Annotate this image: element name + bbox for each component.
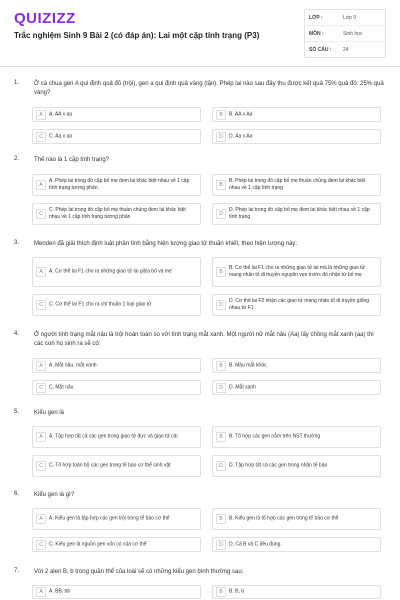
option-d[interactable]	[212, 455, 381, 477]
meta-row-class	[305, 10, 385, 26]
option-text: B. Tổ hợp các gen nằm trên NST thường	[229, 433, 321, 440]
option-text: C. Cơ thể lai F1 cho ra chỉ thuần 1 loại giao tử	[49, 301, 152, 308]
option-c[interactable]	[32, 380, 201, 395]
option-letter: D	[216, 383, 226, 393]
option-letter: C	[36, 461, 46, 471]
option-letter: D	[216, 132, 226, 142]
option-a[interactable]	[32, 585, 201, 599]
option-text: C. Tổ hợp toàn bộ các gen trong tế bào cơ thể sinh vật	[49, 462, 171, 469]
option-text: D. Mắt xanh	[229, 384, 256, 390]
option-letter: C	[36, 540, 46, 550]
option-d[interactable]	[212, 537, 381, 552]
option-d[interactable]	[212, 203, 381, 225]
question-number: 4.	[14, 331, 20, 337]
option-letter: A	[36, 514, 46, 524]
option-text: D. Cả B và C đều đúng.	[229, 541, 282, 547]
option-text: A. BB, bb	[49, 588, 71, 595]
question-number: 2.	[14, 156, 20, 162]
meta-label: MÔN :	[309, 30, 324, 37]
question-number: 7.	[14, 568, 20, 574]
meta-value: Lớp 9	[343, 14, 357, 21]
option-letter: C	[36, 300, 46, 310]
option-letter: D	[216, 461, 226, 471]
option-letter: A	[36, 587, 46, 597]
option-letter: A	[36, 361, 46, 371]
option-c[interactable]	[32, 203, 201, 225]
option-text: A. Kiểu gen là tập hợp các gen trội trong tế bào cơ thể	[49, 515, 170, 522]
option-text: D. Tập hợp tất cả các gen trong nhân tế bào	[229, 462, 328, 469]
option-text: B. AA x Aa	[229, 111, 253, 117]
option-letter: C	[36, 209, 46, 219]
question-number: 3.	[14, 240, 20, 246]
option-d[interactable]	[212, 380, 381, 395]
question-text: Thế nào là 1 cặp tính trạng?	[34, 157, 110, 163]
question-text: Ở cà chua gen A qui định quả đỏ (trội), gen a qui định quả vàng (lặn). Phép lai nào sau đây thu được kết quả 75% quả đỏ: 25% quả vàng?	[34, 81, 384, 96]
option-a[interactable]	[32, 358, 201, 373]
option-a[interactable]	[32, 426, 201, 448]
option-text: B. B, b	[229, 588, 245, 595]
option-b[interactable]	[212, 585, 381, 599]
option-a[interactable]	[32, 174, 201, 196]
option-text: B. Mầu mắt khác.	[229, 362, 268, 368]
option-letter: C	[36, 132, 46, 142]
option-text: C. Aa x aa	[49, 133, 73, 139]
option-d[interactable]	[212, 294, 381, 316]
option-letter: A	[36, 432, 46, 442]
option-letter: D	[216, 300, 226, 310]
quizizz-logo: QUIZIZZ	[14, 10, 76, 27]
question-text: Ở người tính trạng mắt nâu là trội hoàn toàn so với tính trạng mắt xanh. Một người nữ mắt nâu (Aa) lấy chồng mắt xanh (aa) thì các con họ sinh ra sẽ có:	[34, 332, 374, 347]
option-letter: D	[216, 209, 226, 219]
option-letter: B	[216, 514, 226, 524]
option-text: B. Kiểu gen là tổ hợp các gen trong tế bào cơ thể	[229, 515, 339, 522]
option-b[interactable]	[212, 257, 381, 287]
meta-label: LỚP :	[309, 14, 323, 21]
option-letter: B	[216, 267, 226, 277]
option-text: A. Tập hợp tất cả các gen trong giao tử đực và giao tử cái	[49, 433, 178, 440]
question-text: Kiểu gen là gì?	[34, 492, 75, 498]
question-text: Menden đã giải thích định luật phân tính bằng hiện tượng giao tử thuần khiết, theo hiện tượng này:	[34, 241, 298, 247]
option-letter: A	[36, 267, 46, 277]
option-text: C. Mắt nâu	[49, 384, 74, 390]
meta-row-subject	[305, 26, 385, 42]
option-c[interactable]	[32, 455, 201, 477]
option-d[interactable]	[212, 129, 381, 144]
meta-value: 24	[343, 46, 349, 53]
option-c[interactable]	[32, 294, 201, 316]
option-letter: A	[36, 110, 46, 120]
option-text: B. Cơ thể lai F1 cho ra những giao tử lai mà là những giao tử mang nhân tố di truyền nguyên vẹn trước đó nhận từ bố mẹ	[229, 265, 365, 278]
option-letter: D	[216, 540, 226, 550]
header-divider	[0, 66, 400, 67]
option-text: C. Kiểu gen là nguồn gen vốn có của cơ thể	[49, 541, 147, 547]
meta-label: SỐ CÂU :	[309, 46, 332, 53]
question-text: Kiểu gen là	[34, 410, 65, 416]
option-b[interactable]	[212, 426, 381, 448]
option-letter: B	[216, 361, 226, 371]
option-a[interactable]	[32, 508, 201, 530]
option-text: C. Phép lai trong đó cặp bố mẹ thuần chủng đem lai khác biệt nhau về 1 cặp tính trạng tương phản	[49, 207, 186, 220]
option-text: D. Aa x Aa	[229, 133, 253, 139]
option-b[interactable]	[212, 174, 381, 196]
header	[0, 0, 400, 66]
meta-value: Sinh học	[343, 30, 363, 37]
option-letter: A	[36, 180, 46, 190]
option-letter: C	[36, 383, 46, 393]
option-text: D. Cơ thể lai F2 nhận các giao tử mang nhân tố di truyền giống nhau từ F1	[229, 298, 370, 311]
question-number: 6.	[14, 491, 20, 497]
option-c[interactable]	[32, 129, 201, 144]
option-text: A. AA x aa	[49, 111, 73, 117]
option-b[interactable]	[212, 508, 381, 530]
question-number: 1.	[14, 80, 20, 86]
option-text: A. Phép lai trong đó cặp bố mẹ đem lai khác biệt nhau về 1 cặp tính trạng tương phản	[49, 178, 190, 191]
option-a[interactable]	[32, 107, 201, 122]
option-text: A. Cơ thể lai F1 cho ra những giao tử lai giữa bố và mẹ	[49, 268, 172, 275]
option-b[interactable]	[212, 358, 381, 373]
option-text: A. Mắt nâu, mắt xanh	[49, 362, 97, 368]
option-letter: B	[216, 110, 226, 120]
option-letter: B	[216, 587, 226, 597]
question-number: 5.	[14, 409, 20, 415]
option-text: B. Phép lai trong đó cặp bố mẹ thuần chủng đem lai khác biệt nhau về 1 cặp tính trạng	[229, 178, 366, 191]
question-text: Với 2 alen B, b trong quần thể của loài sẽ có những kiểu gen bình thường sau:	[34, 569, 244, 575]
meta-info-box	[304, 9, 386, 58]
option-letter: B	[216, 432, 226, 442]
meta-row-count	[305, 42, 385, 57]
option-text: D. Phép lai trong đó cặp bố mẹ đem lai khác biệt nhau về 1 cặp tính trạng	[229, 207, 370, 220]
option-letter: B	[216, 180, 226, 190]
option-b[interactable]	[212, 107, 381, 122]
option-c[interactable]	[32, 537, 201, 552]
page-title: Trắc nghiệm Sinh 9 Bài 2 (có đáp án): Lai một cặp tính trạng (P3)	[14, 31, 260, 40]
option-a[interactable]	[32, 257, 201, 287]
